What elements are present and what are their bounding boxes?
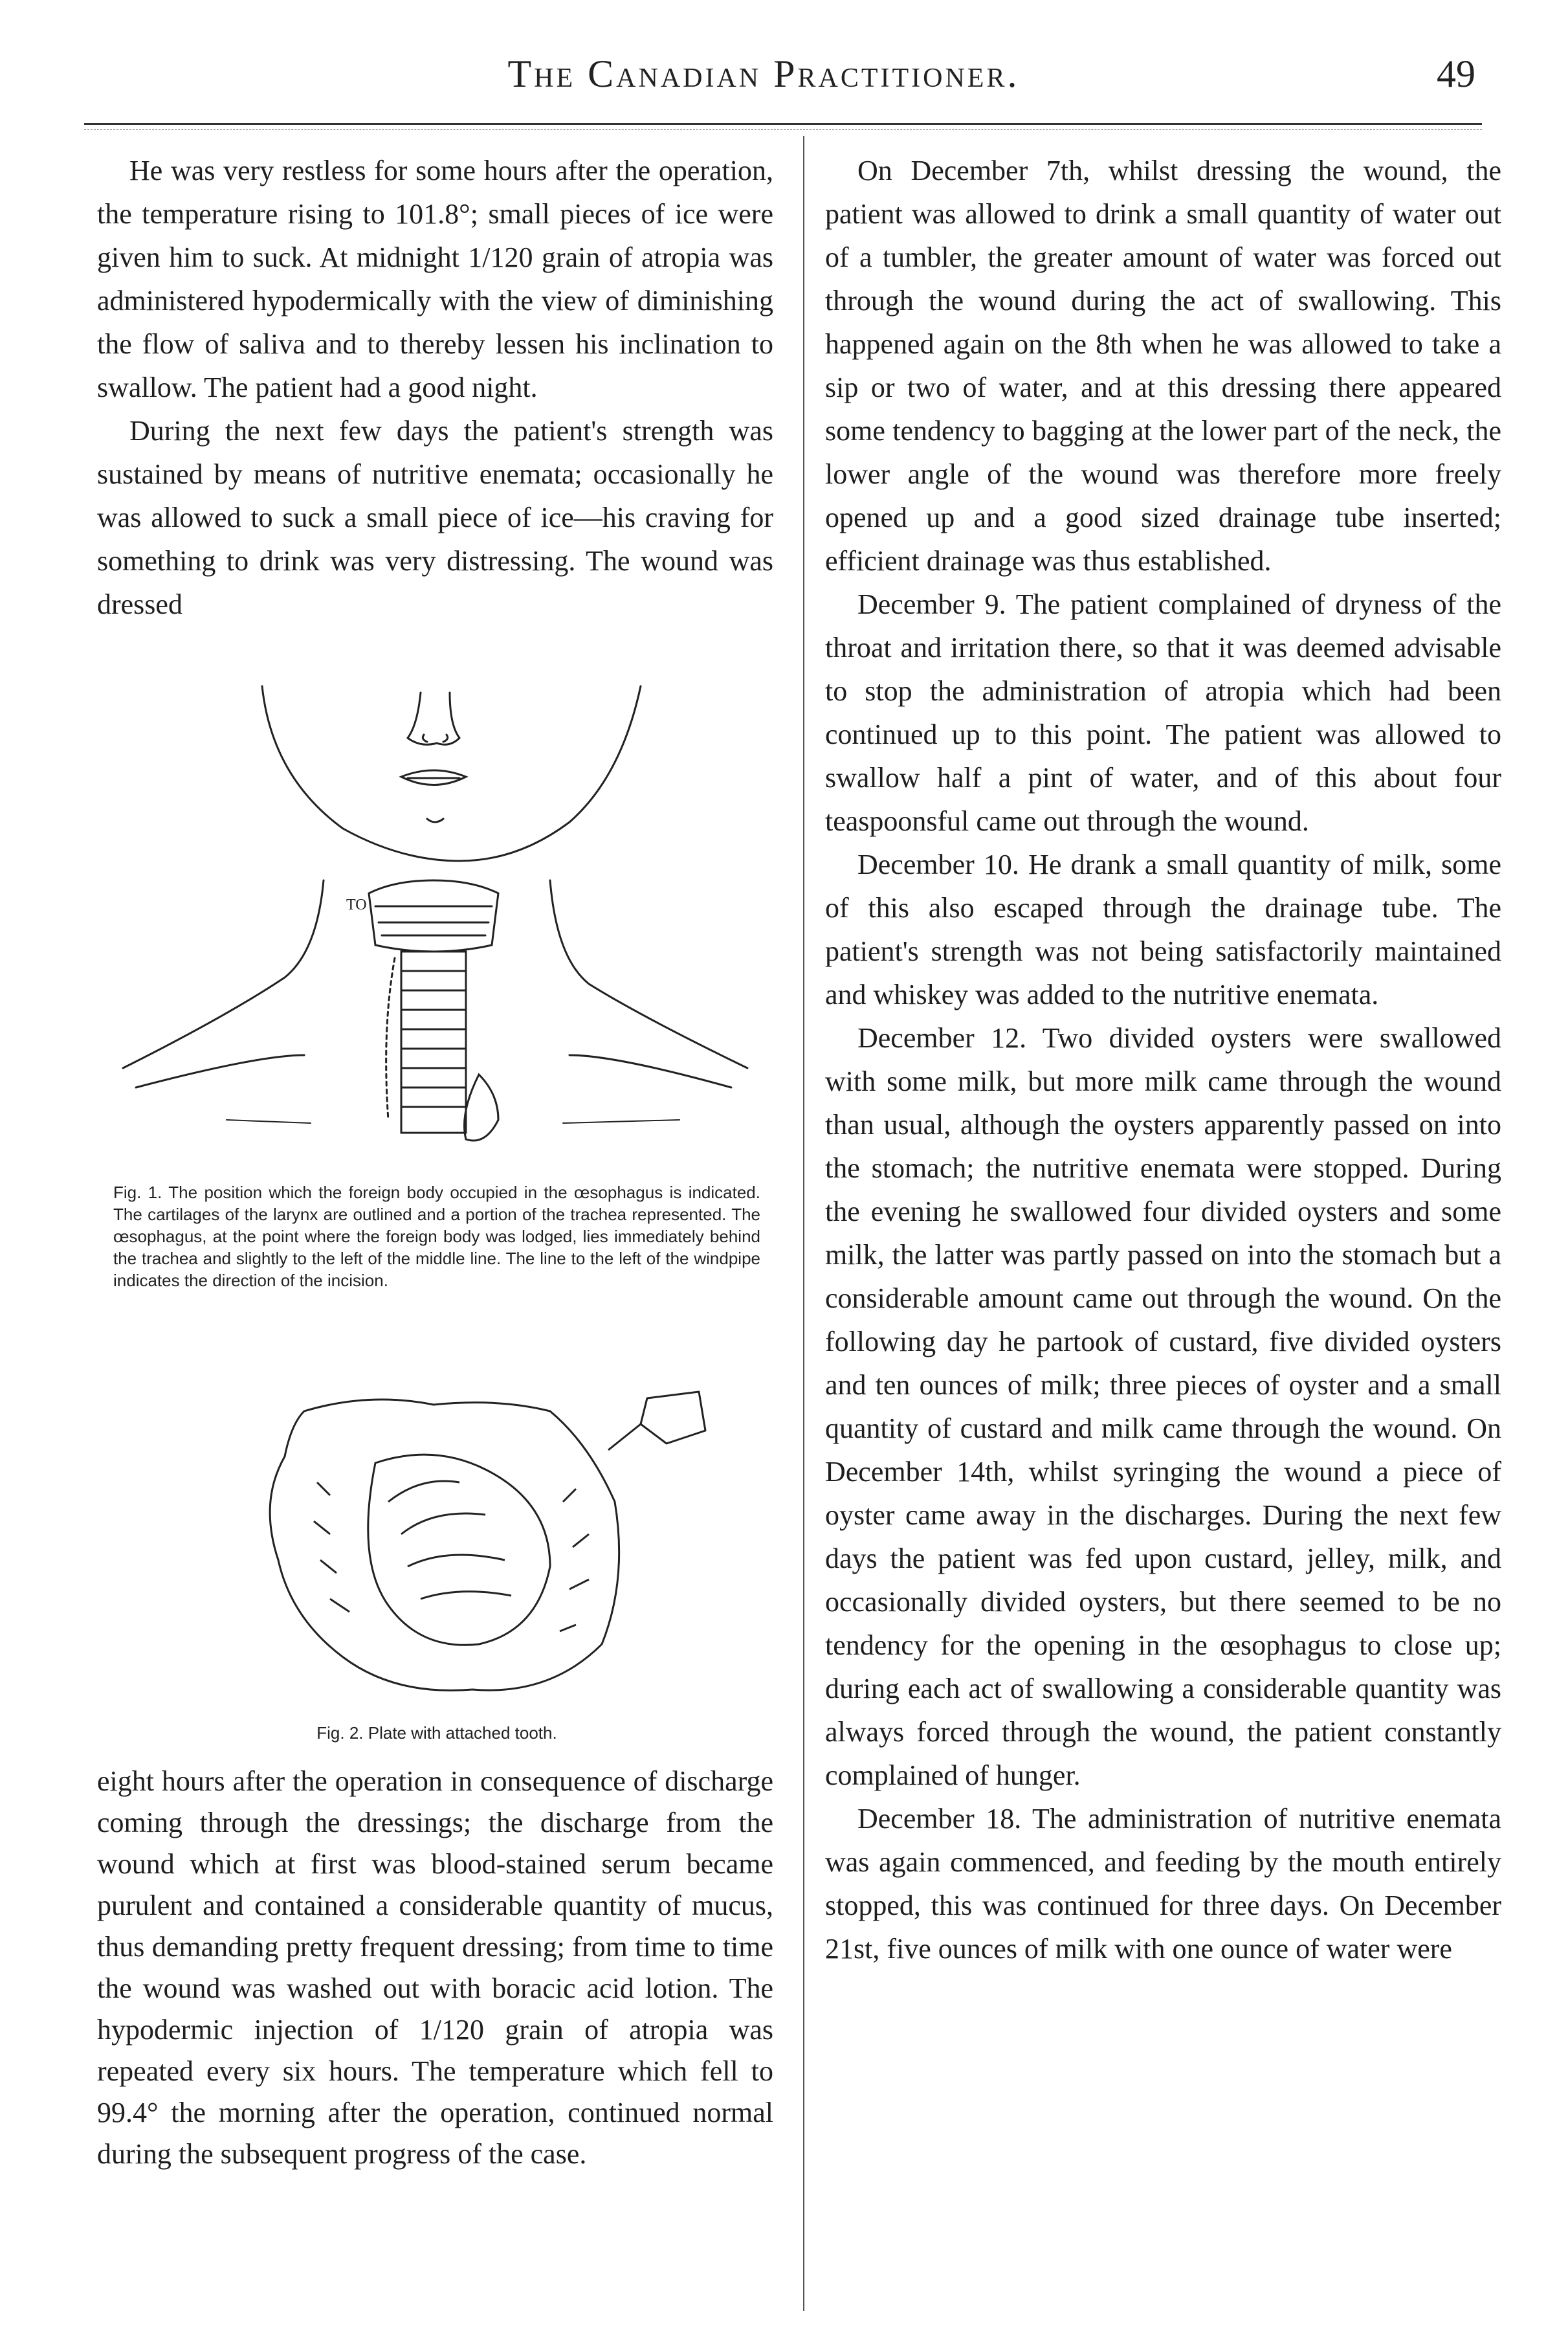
header-rule-secondary <box>84 129 1482 130</box>
left-column-bottom <box>97 1761 773 2175</box>
page-number: 49 <box>1437 52 1475 95</box>
figure-1-caption: Fig. 1. The position which the foreign body occupied in the œsophagus is indicated. The cartilages of the larynx are outlined and a portion of the trachea represented. The œsophagus, at the point where the foreign body was lodged, lies immediately behind the trachea and slightly to the left of the middle line. The line to the left of the windpipe indicates the direction of the incision. <box>113 1183 760 1290</box>
figure-2-dental-plate <box>97 1372 773 1709</box>
page-header <box>0 52 1568 110</box>
right-paragraph-2: December 9. The patient complained of dryness of the throat and irritation there, so that it was deemed advisable to stop the administration of atropia which had been continued up to this point. The patient was allowed to swallow half a pint of water, and of this about four teaspoonsful came out through the wound. <box>825 588 1501 837</box>
running-title: The Canadian Practitioner. <box>507 52 1020 95</box>
figure-1-neck-illustration <box>97 667 773 1172</box>
right-column <box>825 149 1501 1970</box>
right-paragraph-4: December 12. Two divided oysters were swallowed with some milk, but more milk came through the wound than usual, although the oysters apparently passed on into the stomach; the nutritive enemata were stopped. During the evening he swallowed four divided oysters and some milk, the latter was partly passed on into the stomach but a considerable amount came out through the wound. On the following day he partook of custard, five divided oysters and ten ounces of milk; three pieces of oyster and a small quantity of custard and milk came through the wound. On December 14th, whilst syringing the wound a piece of oyster came away in the discharges. During the next few days the patient was fed upon custard, jelley, milk, and occasionally divided oysters, but there seemed to be no tendency for the opening in the œsophagus to close up; during each act of swallowing a considerable quantity was always forced through the wound, the patient constantly complained of hunger. <box>825 1022 1501 1791</box>
right-paragraph-1: On December 7th, whilst dressing the wound, the patient was allowed to drink a small quantity of water out of a tumbler, the greater amount of water was forced out through the wound during the act of swallowing. This happened again on the 8th when he was allowed to take a sip or two of water, and at this dressing there appeared some tendency to bagging at the lower part of the neck, the lower angle of the wound was therefore more freely opened up and a good sized drainage tube inserted; efficient drainage was thus established. <box>825 155 1501 577</box>
left-column-top <box>97 149 773 626</box>
left-paragraph-2: During the next few days the patient's strength was sustained by means of nutritive enemata; occasionally he was allowed to suck a small piece of ice—his craving for something to drink was very distressing. The wound was dressed <box>97 415 773 620</box>
right-paragraph-3: December 10. He drank a small quantity of milk, some of this also escaped through the drainage tube. The patient's strength was not being satisfactorily maintained and whiskey was added to the nutritive enemata. <box>825 849 1501 1010</box>
column-divider <box>803 136 804 2311</box>
header-rule <box>84 123 1482 125</box>
left-paragraph-continuation: eight hours after the operation in consequence of discharge coming through the dressings; the discharge from the wound which at first was blood-stained serum became purulent and contained a considerable quantity of mucus, thus demanding pretty frequent dressing; from time to time the wound was washed out with boracic acid lotion. The hypodermic injection of 1/120 grain of atropia was repeated every six hours. The temperature which fell to 99.4° the morning after the operation, continued normal during the subsequent progress of the case. <box>97 1765 773 2170</box>
figure-1-label: TO <box>346 897 367 913</box>
figure-2-caption: Fig. 2. Plate with attached tooth. <box>316 1723 557 1743</box>
right-paragraph-5: December 18. The administration of nutritive enemata was again commenced, and feeding by the mouth entirely stopped, this was continued for three days. On December 21st, five ounces of milk with one ounce of water were <box>825 1803 1501 1965</box>
left-paragraph-1: He was very restless for some hours after the operation, the temperature rising to 101.8°; small pieces of ice were given him to suck. At midnight 1/120 grain of atropia was administered hypodermically with the view of diminishing the flow of saliva and to thereby lessen his inclination to swallow. The patient had a good night. <box>97 155 773 403</box>
